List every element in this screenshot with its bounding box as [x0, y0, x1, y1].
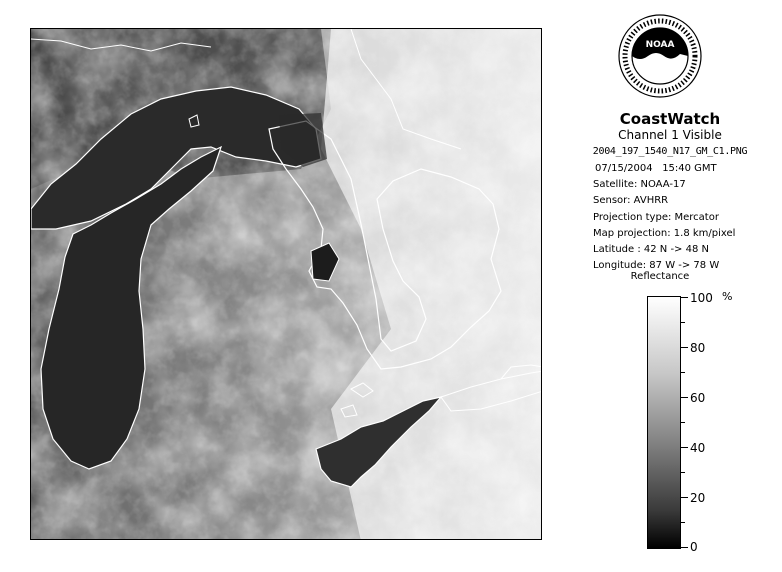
brand-title: CoastWatch: [619, 110, 721, 128]
sensor-label: Sensor: AVHRR: [593, 195, 669, 207]
longitude-label: Longitude: 87 W -> 78 W: [593, 260, 720, 272]
tick-label-80: 80: [690, 341, 706, 355]
file-name: 2004_197_1540_N17_GM_C1.PNG: [592, 146, 748, 157]
colorbar-minor-tick: [681, 422, 685, 423]
colorbar-major-tick: [681, 447, 688, 448]
colorbar-minor-tick: [681, 322, 685, 323]
logo-text: NOAA: [645, 40, 675, 50]
tick-label-20: 20: [690, 491, 706, 505]
colorbar-major-tick: [681, 347, 688, 348]
noaa-logo: [618, 14, 702, 98]
latitude-label: Latitude : 42 N -> 48 N: [593, 244, 709, 256]
colorbar-major-tick: [681, 297, 688, 298]
tick-label-100: 100: [690, 291, 713, 305]
legend-unit: %: [722, 290, 733, 303]
map-svg: [31, 29, 542, 540]
tick-label-40: 40: [690, 441, 706, 455]
projection-type-label: Projection type: Mercator: [593, 211, 719, 223]
colorbar: [647, 296, 681, 549]
colorbar-minor-tick: [681, 372, 685, 373]
datetime-row: [593, 161, 782, 177]
metadata-list: [593, 161, 782, 274]
colorbar-major-tick: [681, 397, 688, 398]
noaa-emblem-icon: [618, 14, 702, 98]
satellite-label: Satellite: NOAA-17: [593, 179, 686, 191]
legend-title: Reflectance: [630, 271, 690, 282]
time-value: 15:40 GMT: [662, 163, 717, 174]
colorbar-major-tick: [681, 497, 688, 498]
channel-label: Channel 1 Visible: [618, 128, 722, 142]
tick-label-60: 60: [690, 391, 706, 405]
colorbar-major-tick: [681, 547, 688, 548]
map-projection-label: Map projection: 1.8 km/pixel: [593, 227, 736, 239]
tick-label-0: 0: [690, 540, 698, 554]
date-value: 07/15/2004: [595, 163, 653, 174]
colorbar-minor-tick: [681, 522, 685, 523]
info-header: [564, 110, 776, 160]
colorbar-minor-tick: [681, 472, 685, 473]
satellite-map[interactable]: [30, 28, 542, 540]
